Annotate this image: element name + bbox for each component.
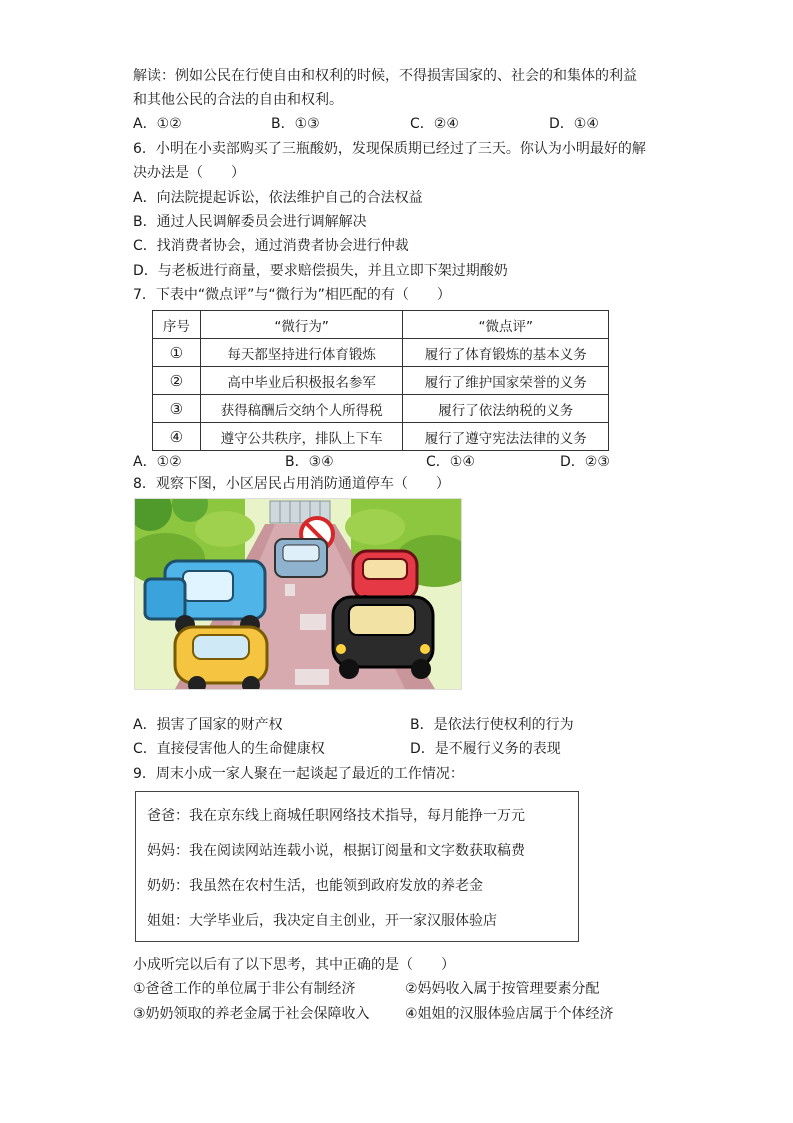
table-cell-comment: 履行了依法纳税的义务 bbox=[403, 395, 609, 423]
q5-option-d: D．①④ bbox=[549, 116, 599, 132]
q6-option-d: D．与老板进行商量，要求赔偿损失，并且立即下架过期酸奶 bbox=[133, 263, 508, 279]
q7-option-d: D．②③ bbox=[560, 454, 610, 470]
dialogue-line-mom: 妈妈：我在阅读网站连载小说，根据订阅量和文字数获取稿费 bbox=[147, 843, 525, 859]
q6-option-c: C．找消费者协会，通过消费者协会进行仲裁 bbox=[133, 238, 409, 254]
table-row bbox=[153, 339, 609, 367]
q7-stem: 7．下表中“微点评”与“微行为”相匹配的有（ ） bbox=[133, 287, 451, 303]
q8-stem: 8．观察下图，小区居民占用消防通道停车（ ） bbox=[133, 476, 450, 492]
q5-option-a: A．①② bbox=[133, 116, 182, 132]
q9-stem: 9．周末小成一家人聚在一起谈起了最近的工作情况： bbox=[133, 766, 464, 782]
table-cell-comment: 履行了遵守宪法法律的义务 bbox=[403, 423, 609, 451]
q9-statement-4: ④姐姐的汉服体验店属于个体经济 bbox=[405, 1006, 614, 1022]
table-header: “微点评” bbox=[403, 311, 609, 339]
q6-option-a: A．向法院提起诉讼，依法维护自己的合法权益 bbox=[133, 190, 423, 206]
table-cell-index: ④ bbox=[153, 423, 201, 451]
table-cell-index: ③ bbox=[153, 395, 201, 423]
table-cell-behavior: 每天都坚持进行体育锻炼 bbox=[200, 339, 403, 367]
table-cell-comment: 履行了维护国家荣誉的义务 bbox=[403, 367, 609, 395]
q7-table bbox=[152, 310, 609, 451]
q9-statement-2: ②妈妈收入属于按管理要素分配 bbox=[405, 981, 600, 997]
q5-option-b: B．①③ bbox=[271, 116, 320, 132]
table-header: “微行为” bbox=[200, 311, 403, 339]
q7-option-b: B．③④ bbox=[285, 454, 334, 470]
fire-lane-parking-illustration bbox=[134, 498, 462, 690]
q5-explanation-line-2: 和其他公民的合法的自由和权利。 bbox=[133, 92, 343, 108]
q8-option-c: C．直接侵害他人的生命健康权 bbox=[133, 741, 325, 757]
q6-stem-line-2: 决办法是（ ） bbox=[133, 165, 245, 181]
table-cell-index: ② bbox=[153, 367, 201, 395]
dialogue-line-dad: 爸爸：我在京东线上商城任职网络技术指导，每月能挣一万元 bbox=[147, 808, 525, 824]
q9-statement-3: ③奶奶领取的养老金属于社会保障收入 bbox=[133, 1006, 370, 1022]
table-header: 序号 bbox=[153, 311, 201, 339]
table-cell-comment: 履行了体育锻炼的基本义务 bbox=[403, 339, 609, 367]
table-header-row bbox=[153, 311, 609, 339]
q6-stem-line-1: 6．小明在小卖部购买了三瓶酸奶，发现保质期已经过了三天。你认为小明最好的解 bbox=[133, 141, 646, 157]
table-row bbox=[153, 423, 609, 451]
table-row bbox=[153, 367, 609, 395]
table-cell-behavior: 获得稿酬后交纳个人所得税 bbox=[200, 395, 403, 423]
table-cell-behavior: 高中毕业后积极报名参军 bbox=[200, 367, 403, 395]
q9-statement-1: ①爸爸工作的单位属于非公有制经济 bbox=[133, 981, 356, 997]
dialogue-line-sister: 姐姐：大学毕业后，我决定自主创业，开一家汉服体验店 bbox=[147, 913, 497, 929]
q5-explanation-line-1: 解读：例如公民在行使自由和权利的时候，不得损害国家的、社会的和集体的利益 bbox=[133, 68, 637, 84]
q9-dialogue-box bbox=[135, 791, 579, 942]
q7-option-c: C．①④ bbox=[426, 454, 475, 470]
table-cell-index: ① bbox=[153, 339, 201, 367]
q8-option-a: A．损害了国家的财产权 bbox=[133, 717, 283, 733]
q7-option-a: A．①② bbox=[133, 454, 182, 470]
table-cell-behavior: 遵守公共秩序，排队上下车 bbox=[200, 423, 403, 451]
q5-option-c: C．②④ bbox=[410, 116, 459, 132]
q9-follow-up: 小成听完以后有了以下思考，其中正确的是（ ） bbox=[133, 957, 455, 973]
q8-option-b: B．是依法行使权利的行为 bbox=[410, 717, 574, 733]
table-row bbox=[153, 395, 609, 423]
q8-option-d: D．是不履行义务的表现 bbox=[410, 741, 561, 757]
q6-option-b: B．通过人民调解委员会进行调解解决 bbox=[133, 214, 367, 230]
dialogue-line-grandma: 奶奶：我虽然在农村生活，也能领到政府发放的养老金 bbox=[147, 878, 483, 894]
